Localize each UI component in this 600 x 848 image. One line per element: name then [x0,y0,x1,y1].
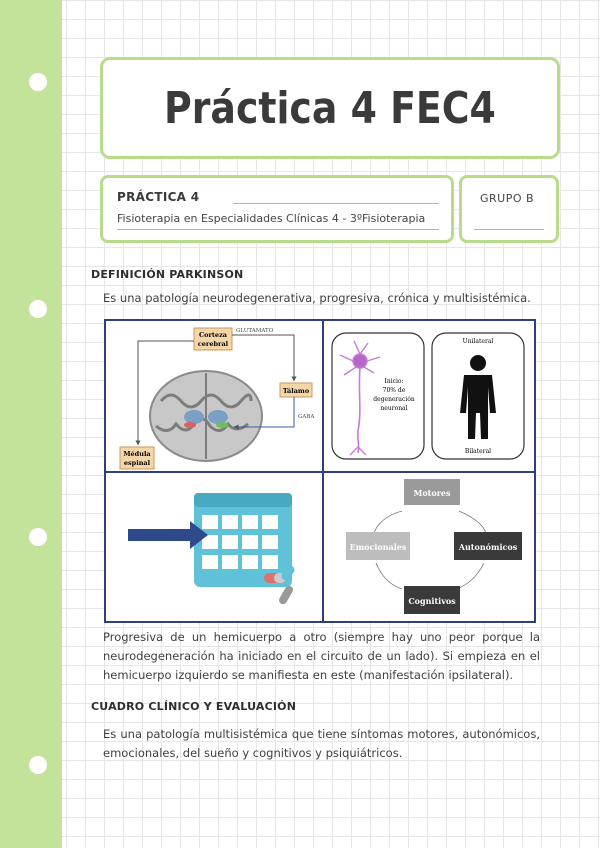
divider-line [474,229,544,230]
divider-line [117,229,439,230]
calendar-illustration [106,473,322,621]
calendar-panel [106,473,322,621]
binder-hole [29,300,47,318]
figure-divider [106,471,534,473]
page-title: Práctica 4 FEC4 [164,82,496,134]
section-heading-definicion: DEFINICIÓN PARKINSON [91,268,244,281]
clinical-paragraph: Es una patología multisistémica que tiene síntomas motores, autonómicos, emocionales, del sueño y cognitivos y psiquiátricos. [103,727,540,760]
parkinson-figure [104,319,536,623]
definition-paragraph: Es una patología neurodegenerativa, progresiva, crónica y multisistémica. [103,291,531,305]
group-box [459,175,559,243]
brain-circuit-panel [106,321,322,471]
brain-circuit-illustration [106,321,322,471]
title-box [100,57,560,159]
neuron-body-panel [324,321,534,471]
symptom-label-autonomicos: Autonómicos [458,542,518,552]
binder-hole [29,756,47,774]
progression-paragraph: Progresiva de un hemicuerpo a otro (siempre hay uno peor porque la neurodegeneración ha iniciado en el circuito de un lado). Si empieza en el hemicuerpo izquierdo se manifiesta en este (manifestación ipsilateral). [103,630,540,682]
thalamus-label: Tálamo [282,387,310,395]
unilateral-label: Unilateral [462,338,494,345]
group-label: GRUPO B [480,192,535,205]
glutamate-label: GLUTAMATO [236,328,274,334]
neuron-body-illustration [324,321,534,471]
symptom-label-cognitivos: Cognitivos [408,596,456,606]
neuron-caption-4: neuronal [380,405,408,412]
section-heading-cuadro-clinico: CUADRO CLÍNICO Y EVALUACIÓN [91,700,297,713]
notebook-margin [0,0,62,848]
symptom-label-emocionales: Emocionales [349,542,407,552]
symptoms-cycle [324,473,534,621]
spinal-label-2: espinal [123,459,151,467]
course-subtitle: Fisioterapia en Especialidades Clínicas 4 - 3ºFisioterapia [117,212,426,225]
binder-hole [29,73,47,91]
practice-label: PRÁCTICA 4 [117,190,200,204]
cortex-label-1: Corteza [199,331,227,339]
practice-info-box [100,175,454,243]
binder-hole [29,528,47,546]
symptom-label-motores: Motores [413,488,451,498]
gaba-label: GABA [298,414,315,420]
cortex-label-2: cerebral [197,340,229,348]
spinal-label-1: Médula [123,450,151,458]
divider-line [233,203,439,204]
neuron-caption-1: Inicio: [384,378,404,385]
neuron-caption-3: degeneración [373,396,415,403]
bilateral-label: Bilateral [464,448,492,455]
neuron-caption-2: 70% de [382,387,406,394]
symptoms-panel [324,473,534,621]
